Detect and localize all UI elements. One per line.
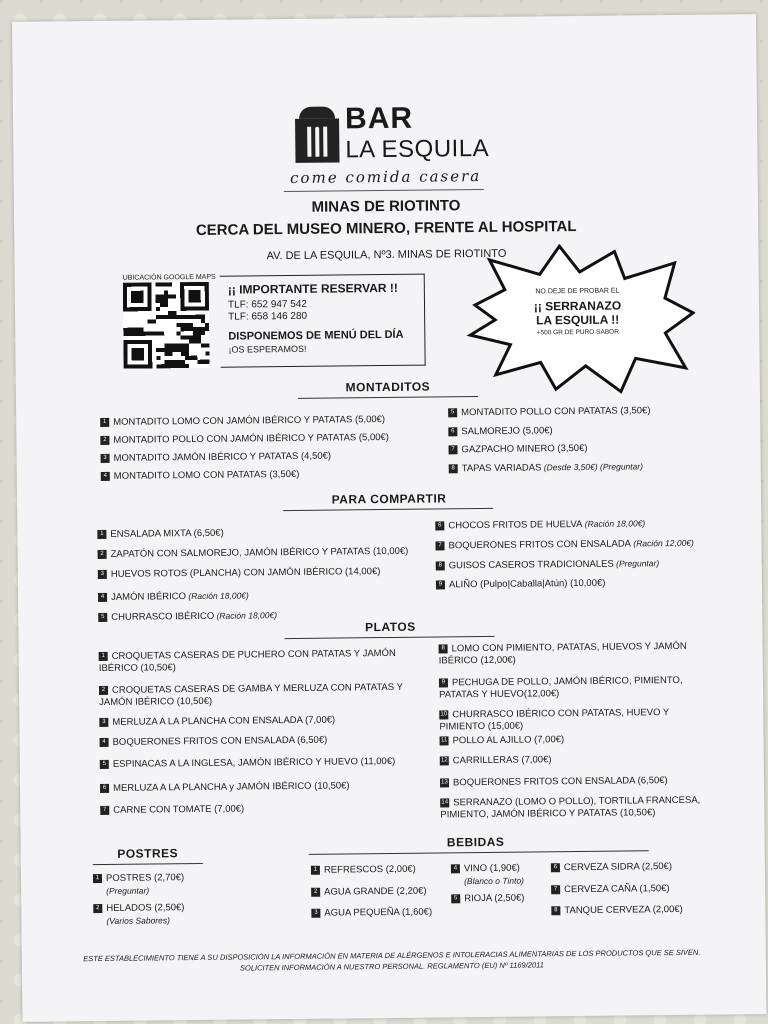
item-text: ESPINACAS A LA INGLESA, JAMÓN IBÉRICO Y HUEVO (11,00€) (112, 755, 396, 770)
item-note: (Desde 3,50€) (Preguntar) (541, 461, 644, 473)
item-text: CARNE CON TOMATE (7,00€) (113, 803, 245, 816)
item-number-badge: 1 (93, 874, 102, 883)
menu-item (100, 780, 350, 795)
menu-item (439, 641, 709, 668)
item-number-badge: 8 (551, 906, 560, 915)
location-title: MINAS DE RIOTINTO (311, 197, 461, 216)
item-text: CHOCOS FRITOS DE HUELVA (448, 518, 583, 532)
section-underline (284, 636, 494, 639)
item-number-badge: 8 (439, 644, 448, 653)
menu-item (440, 754, 552, 767)
section-underline (93, 863, 203, 865)
item-number-badge: 4 (100, 738, 109, 747)
menu-item (448, 405, 650, 419)
item-number-badge: 1 (100, 418, 109, 427)
item-number-badge: 7 (100, 806, 109, 815)
section-underline (309, 850, 649, 855)
item-number-badge: 6 (551, 863, 560, 872)
brand-name-la-esquila: LA ESQUILA (345, 134, 490, 164)
item-text: BOQUERONES FRITOS CON ENSALADA (448, 538, 632, 552)
reservation-box (220, 274, 426, 368)
menu-item (98, 546, 409, 561)
menu-item (448, 425, 552, 438)
menu-item (93, 872, 184, 898)
item-text: AGUA PEQUEÑA (1,60€) (324, 906, 433, 919)
menu-item (100, 432, 389, 447)
greeting: ¡OS ESPERAMOS! (228, 343, 307, 355)
location-detail: CERCA DEL MUSEO MINERO, FRENTE AL HOSPITAL (195, 217, 577, 239)
cooking-pot-icon (295, 106, 340, 162)
item-number-badge: 2 (98, 550, 107, 559)
menu-item (100, 414, 385, 429)
menu-item (451, 893, 524, 906)
brand-name-bar: BAR (344, 101, 414, 136)
menu-item (100, 735, 328, 749)
slogan: come comida casera (290, 166, 482, 187)
section-underline (298, 396, 478, 399)
menu-item (551, 904, 683, 917)
item-text: CARRILLERAS (7,00€) (452, 754, 552, 767)
bar-logo (295, 95, 496, 177)
item-text: LOMO CON PIMIENTO, PATATAS, HUEVOS Y JAMÓN IBÉRICO (12,00€) (438, 640, 687, 667)
phone-2: TLF: 658 146 280 (228, 310, 308, 323)
menu-item (101, 451, 332, 465)
item-number-badge: 3 (101, 454, 110, 463)
qr-code-icon (123, 282, 210, 369)
menu-item (98, 589, 249, 604)
item-number-badge: 5 (98, 613, 107, 622)
section-title-postres: POSTRES (117, 846, 179, 861)
item-text: PECHUGA DE POLLO, JAMÓN IBÉRICO, PIMIENTO, PATATAS Y HUEVO(12,00€) (439, 674, 683, 701)
item-number-badge: 5 (448, 408, 457, 417)
menu-item (98, 609, 277, 624)
item-text: SALMOREJO (5,00€) (461, 425, 553, 438)
item-text: HUEVOS ROTOS (PLANCHA) CON JAMÓN IBÉRICO (14,00€) (110, 566, 381, 580)
item-number-badge: 3 (98, 570, 107, 579)
item-number-badge: 3 (99, 718, 108, 727)
item-number-badge: 12 (440, 756, 449, 765)
section-title-bebidas: BEBIDAS (446, 834, 505, 850)
menu-item (551, 861, 672, 874)
item-text: CHURRASCO IBÉRICO CON PATATAS, HUEVO Y PIMIENTO (15,00€) (439, 707, 670, 733)
item-note: (Preguntar) (106, 885, 150, 896)
menu-item (99, 715, 335, 729)
item-note: (Varios Sabores) (106, 915, 170, 926)
item-note: (Ración 18,00€) (582, 518, 646, 529)
phone-1: TLF: 652 947 542 (227, 298, 308, 311)
menu-item (311, 907, 432, 920)
menu-del-dia-note: DISPONEMOS DE MENÚ DEL DÍA (228, 328, 404, 343)
menu-item (436, 557, 660, 572)
item-number-badge: 9 (439, 678, 448, 687)
item-text: CHURRASCO IBÉRICO (111, 610, 215, 623)
item-text: MONTADITO POLLO CON PATATAS (3,50€) (461, 405, 651, 419)
item-text: MONTADITO POLLO CON JAMÓN IBÉRICO Y PATATAS (5,00€) (113, 431, 390, 446)
item-number-badge: 6 (448, 427, 457, 436)
item-text: HELADOS (2,50€) (106, 902, 185, 914)
promo-name-1: ¡¡ SERRANAZO (533, 298, 622, 314)
menu-item (439, 675, 709, 702)
item-number-badge: 8 (436, 561, 445, 570)
item-number-badge: 7 (435, 541, 444, 550)
address: AV. DE LA ESQUILA, Nº3. MINAS DE RIOTINTO (266, 247, 507, 263)
menu-item (100, 804, 244, 818)
item-text: RIOJA (2,50€) (464, 892, 525, 905)
section-title-compartir: PARA COMPARTIR (331, 491, 447, 507)
item-text: AGUA GRANDE (2,20€) (324, 885, 427, 898)
item-number-badge: 2 (99, 686, 108, 695)
menu-item (99, 648, 409, 675)
footer-line-2: SOLICITEN INFORMACIÓN A NUESTRO PERSONAL. REGLAMENTO (EU) Nº 1169/2011 (239, 960, 544, 973)
menu-item (311, 864, 416, 877)
menu-item (551, 883, 670, 896)
item-text: CERVEZA SIDRA (2,50€) (563, 861, 673, 874)
item-number-badge: 9 (436, 580, 445, 589)
footer-line-1: ESTE ESTABLECIMIENTO TIENE A SU DISPOSICIÓN LA INFORMACIÓN EN MATERIA DE ALÉRGENOS E INTOLERACIAS ALIMENTARIAS DE LOS PRODUCTOS QUE SE SIVEN. (83, 947, 701, 964)
item-text: POSTRES (2,70€) (105, 872, 185, 884)
menu-item (97, 528, 223, 541)
item-text: VINO (1,90€) (463, 862, 520, 875)
item-number-badge: 3 (311, 909, 320, 918)
slogan-underline (284, 189, 484, 192)
item-text: MONTADITO LOMO CON JAMÓN IBÉRICO Y PATATAS (5,00€) (113, 414, 386, 428)
item-text: ZAPATÓN CON SALMOREJO, JAMÓN IBÉRICO Y PATATAS (10,00€) (110, 545, 409, 560)
menu-item (440, 734, 565, 747)
menu-item (451, 863, 524, 889)
menu-item (439, 707, 709, 734)
item-note: (Ración 12,00€) (630, 537, 694, 549)
item-text: BOQUERONES FRITOS CON ENSALADA (6,50€) (112, 734, 328, 748)
menu-item (449, 460, 643, 475)
item-note: (Preguntar) (613, 558, 660, 569)
item-text: ALIÑO (Pulpo|Caballa|Atún) (10,00€) (448, 577, 606, 591)
item-note: (Blanco o Tinto) (463, 875, 525, 887)
item-text: MERLUZA A LA PLANCHA CON ENSALADA (7,00€) (112, 714, 336, 728)
item-number-badge: 5 (100, 760, 109, 769)
item-text: MONTADITO LOMO CON PATATAS (3,50€) (113, 468, 300, 482)
item-number-badge: 6 (100, 784, 109, 793)
qr-code (123, 282, 210, 369)
reservation-heading: ¡¡ IMPORTANTE RESERVAR !! (227, 280, 398, 297)
item-number-badge: 8 (449, 464, 458, 473)
item-text: BOQUERONES FRITOS CON ENSALADA (6,50€) (452, 775, 668, 789)
menu-item (311, 886, 427, 899)
item-number-badge: 14 (440, 798, 449, 807)
menu-item (100, 756, 396, 771)
item-number-badge: 6 (435, 521, 444, 530)
item-text: TAPAS VARIADAS (461, 462, 542, 475)
item-number-badge: 2 (311, 888, 320, 897)
item-number-badge: 1 (97, 530, 106, 539)
promo-top: NO DEJE DE PROBAR EL (535, 287, 620, 296)
item-number-badge: 10 (439, 710, 448, 719)
item-text: CROQUETAS CASERAS DE GAMBA Y MERLUZA CON PATATAS Y JAMÓN IBÉRICO (10,50€) (99, 681, 403, 709)
item-text: SERRANAZO (LOMO O POLLO), TORTILLA FRANCESA, PIMIENTO, JAMÓN IBÉRICO Y PATATAS (10,50€) (440, 794, 701, 821)
item-text: POLLO AL AJILLO (7,00€) (452, 734, 565, 747)
item-number-badge: 2 (100, 436, 109, 445)
menu-item (440, 775, 668, 789)
menu-item (448, 443, 587, 456)
item-number-badge: 5 (451, 894, 460, 903)
item-number-badge: 1 (311, 866, 320, 875)
item-note: (Ración 18,00€) (214, 610, 278, 621)
item-text: TANQUE CERVEZA (2,00€) (564, 903, 683, 917)
allergen-footer (82, 947, 702, 975)
item-number-badge: 4 (98, 593, 107, 602)
item-number-badge: 13 (440, 778, 449, 787)
item-text: CROQUETAS CASERAS DE PUCHERO CON PATATAS Y JAMÓN IBÉRICO (10,50€) (98, 647, 396, 675)
promo-detail: +500 GR DE PURO SABOR (536, 328, 619, 337)
menu-item (101, 469, 300, 483)
menu-item (435, 537, 693, 553)
menu-item (98, 566, 381, 581)
item-text: CERVEZA CAÑA (1,50€) (564, 883, 670, 896)
item-text: MERLUZA A LA PLANCHA y JAMÓN IBÉRICO (10,50€) (112, 780, 350, 794)
menu-item (99, 682, 409, 709)
section-underline (283, 508, 493, 511)
section-title-montaditos: MONTADITOS (345, 379, 431, 395)
item-text: ENSALADA MIXTA (6,50€) (110, 527, 224, 540)
item-text: GUISOS CASEROS TRADICIONALES (448, 558, 614, 572)
menu-item (440, 795, 720, 822)
item-number-badge: 2 (93, 904, 102, 913)
item-number-badge: 11 (440, 736, 449, 745)
menu-item (93, 902, 184, 928)
item-text: MONTADITO JAMÓN IBÉRICO Y PATATAS (4,50€) (113, 450, 332, 464)
item-number-badge: 1 (99, 652, 108, 661)
qr-label: UBICACIÓN GOOGLE MAPS (122, 273, 216, 282)
item-text: REFRESCOS (2,00€) (323, 863, 416, 876)
promo-name-2: LA ESQUILA !! (536, 312, 620, 328)
menu-item (435, 517, 645, 532)
item-note: (Ración 18,00€) (185, 590, 249, 602)
item-number-badge: 7 (551, 885, 560, 894)
item-text: JAMÓN IBÉRICO (110, 591, 187, 603)
section-title-platos: PLATOS (365, 619, 416, 635)
item-number-badge: 4 (451, 864, 460, 873)
menu-sheet (12, 14, 766, 1022)
menu-item (436, 578, 606, 592)
item-number-badge: 7 (448, 445, 457, 454)
item-text: GAZPACHO MINERO (3,50€) (461, 442, 588, 456)
item-number-badge: 4 (101, 472, 110, 481)
